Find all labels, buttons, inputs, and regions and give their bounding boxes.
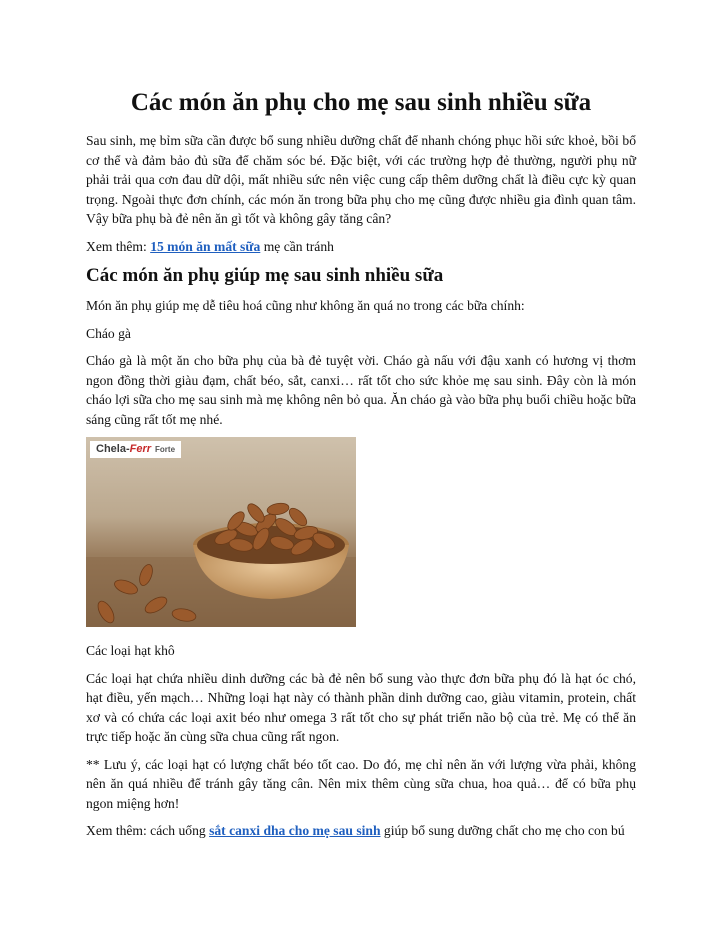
section-intro: Món ăn phụ giúp mẹ dễ tiêu hoá cũng như không ăn quá no trong các bữa chính: bbox=[86, 298, 525, 313]
see-also-line-1 bbox=[86, 237, 636, 257]
brand-part-b: Ferr bbox=[129, 443, 152, 455]
page-title: Các món ăn phụ cho mẹ sau sinh nhiều sữa bbox=[130, 89, 592, 116]
brand-part-a: Chela- bbox=[96, 443, 130, 455]
intro-paragraph: Sau sinh, mẹ bỉm sữa cần được bổ sung nhiều dưỡng chất để nhanh chóng phục hồi sức khoẻ, bồi bổ cơ thể và đảm bảo đủ sữa để chăm sóc bé. Đặc biệt, với các trường hợp đẻ thường, người phụ nữ phải trải qua cơn đau dữ dội, mất nhiều sức nên việc cung cấp thêm dưỡng chất là điều cực kỳ quan trọng. Ngoài thực đơn chính, các món ăn trong bữa phụ cho mẹ cũng được nhiều gia đình quan tâm. Vậy bữa phụ bà đẻ nên ăn gì tốt và không gây tăng cân? bbox=[86, 133, 636, 226]
item1-title: Cháo gà bbox=[86, 325, 131, 341]
link-15-mon-an-mat-sua[interactable]: 15 món ăn mất sữa bbox=[150, 238, 261, 254]
item1-text: Cháo gà là một ăn cho bữa phụ của bà đẻ tuyệt vời. Cháo gà nấu với đậu xanh có hương vị thơm ngon đồng thời giàu đạm, chất béo, sắt, canxi… rất tốt cho sức khỏe mẹ sau sinh. Đây còn là món cháo lợi sữa cho mẹ sau sinh mà mẹ không nên bỏ qua. Ăn cháo gà vào bữa phụ buổi chiều hoặc bữa sáng cũng rất tốt mẹ nhé. bbox=[86, 353, 636, 427]
item2-title: Các loại hạt khô bbox=[86, 643, 175, 658]
see-also-2-suffix: giúp bổ sung dưỡng chất cho mẹ cho con bú bbox=[380, 823, 625, 838]
item2-text: Các loại hạt chứa nhiều dinh dưỡng các bà đẻ nên bổ sung vào thực đơn bữa phụ đó là hạt óc chó, hạt điều, yến mạch… Những loại hạt này có thành phần dinh dưỡng cao, giàu vitamin, protein, chất xơ và có chứa các loại axit béo như omega 3 rất tốt cho sự phát triển não bộ của trẻ. Mẹ có thể ăn trực tiếp hoặc ăn cùng sữa chua cũng rất ngon. bbox=[86, 670, 636, 744]
note-paragraph: ** Lưu ý, các loại hạt có lượng chất béo tốt cao. Do đó, mẹ chỉ nên ăn với lượng vừa phải, không nên ăn quá nhiều để tránh gây tăng cân. Nên mix thêm cùng sữa chua, hoa quả… để có bữa phụ ngon miệng hơn! bbox=[86, 756, 636, 811]
link-sat-canxi-dha[interactable]: sắt canxi dha cho mẹ sau sinh bbox=[209, 823, 381, 838]
see-also-1-suffix: mẹ cần tránh bbox=[260, 238, 334, 254]
section-heading: Các món ăn phụ giúp mẹ sau sinh nhiều sữa bbox=[86, 265, 444, 286]
brand-part-c: Forte bbox=[155, 445, 176, 454]
see-also-1-prefix: Xem thêm: bbox=[86, 238, 151, 254]
see-also-line-2 bbox=[86, 821, 636, 841]
document-page bbox=[86, 88, 636, 849]
see-also-2-prefix: Xem thêm: cách uống bbox=[86, 823, 210, 838]
brand-watermark bbox=[90, 441, 181, 458]
almond-bowl-photo bbox=[86, 437, 356, 627]
almond-bowl-illustration bbox=[86, 437, 356, 627]
